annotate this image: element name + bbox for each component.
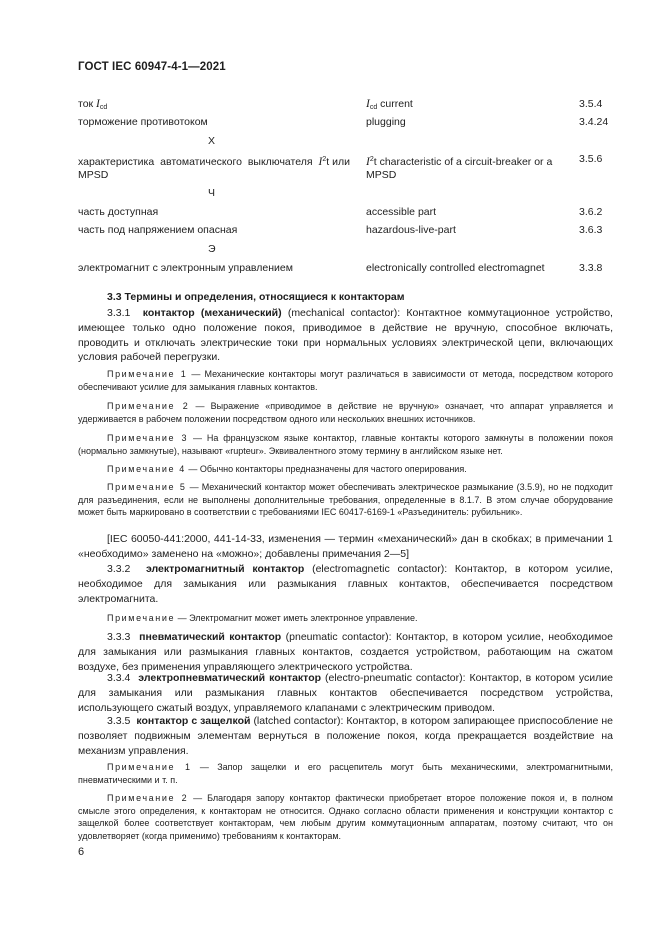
index-en: electronically controlled electromagnet (366, 262, 545, 274)
index-en: $I_{cd}$ current (366, 98, 413, 111)
index-en: hazardous-live-part (366, 224, 456, 236)
note-text: — Благодаря запору контактор фактически приобретает второе положение покоя и, в полном смысле этого определения, к контакторам не относится. Однако согласно области применения и конструкции контактор с защелкой более соответствует контакторам, чем любым другим коммутационным аппаратам, поэтому считают, что он удовлетворяет (когда применимо) требованиям к контакторам. (78, 793, 613, 841)
index-row (78, 98, 608, 112)
definition-paragraph (78, 562, 613, 606)
definition-text: (latched contactor): Контактор, в котором запирающее приспособление не позволяет подвижным элементам вернуться в положение покоя, когда прекращается воздействие на механизм управления. (78, 715, 613, 757)
definition-text: (electromagnetic contactor): Контактор, в котором усилие, необходимое для замыкания или размыкания главных контактов, обеспечивается посредством электромагнита. (78, 563, 613, 605)
clause-number: 3.3.3 (107, 631, 131, 643)
note-label: Примечание 5 (107, 482, 187, 492)
note-label: Примечание 3 (107, 433, 189, 443)
index-letter: Ч (208, 187, 215, 199)
note-text: — На французском языке контактор, главные контакты которого замкнуты в положении покоя (нормально замкнутые), называют «rupteur». Эквивалентного этому термину в английском языке нет. (78, 433, 613, 456)
index-row (78, 206, 608, 220)
definition-text: (pneumatic contactor): Контактор, в котором усилие, необходимое для замыкания или размыкания главных контактов, создается устройством, работающим на сжатом воздухе, без применения управляющего электрического устройства. (78, 631, 613, 673)
index-ru: электромагнит с электронным управлением (78, 262, 293, 274)
note-label: Примечание 2 (107, 793, 189, 803)
term: контактор (механический) (142, 307, 282, 319)
index-ru: часть доступная (78, 206, 159, 218)
note-label: Примечание 4 (107, 464, 186, 474)
index-row (78, 116, 608, 130)
note-label: Примечание (107, 613, 176, 623)
note-label: Примечание 2 (107, 401, 190, 411)
note (78, 481, 613, 519)
note-text: — Обычно контакторы предназначены для частого оперирования. (185, 464, 467, 474)
index-row (78, 224, 608, 238)
note-text: — Механические контакторы могут различаться в зависимости от метода, посредством которого обеспечивают усилие для замыкания главных контактов. (78, 369, 613, 392)
index-en: $I^2t$ characteristic of a circuit-breaker or a MPSD (366, 156, 553, 181)
note-text: — Запор защелки и его расцепитель могут быть механическими, электромагнитными, пневматическими и т. п. (78, 762, 613, 785)
definition-paragraph (78, 671, 613, 715)
index-ru: часть под напряжением опасная (78, 224, 238, 236)
index-num: 3.3.8 (579, 262, 603, 274)
page-number: 6 (78, 846, 85, 858)
definition-paragraph (78, 306, 613, 365)
index-letter: Х (208, 135, 216, 147)
note-text: — Электромагнит может иметь электронное управление. (175, 613, 418, 623)
note (78, 612, 613, 625)
definition-text: (mechanical contactor): Контактное коммутационное устройство, имеющее только одно положение покоя, приводимое в действие не вручную, способное включать, проводить и отключать электрические токи при нормальных условиях электрической цепи, включающих условия рабочей перегрузки. (78, 307, 613, 364)
note (78, 761, 613, 786)
iec-reference: [IEC 60050-441:2000, 441-14-33, изменения — термин «механический» дан в скобках; в примечании 1 «необходимо» заменено на «можно»; добавлены примечания 2—5] (78, 533, 613, 560)
document-header: ГОСТ IEC 60947-4-1—2021 (78, 61, 226, 73)
index-ru: ток $I_{cd}$ (78, 98, 108, 111)
index-en: plugging (366, 116, 406, 128)
clause-number: 3.3.5 (107, 715, 131, 727)
index-letter: Э (208, 243, 216, 255)
term: электромагнитный контактор (145, 563, 305, 575)
index-num: 3.5.6 (579, 153, 603, 165)
note-label: Примечание 1 (107, 762, 192, 772)
note (78, 400, 613, 425)
note-label: Примечание 1 (107, 369, 188, 379)
index-num: 3.6.3 (579, 224, 603, 236)
clause-number: 3.3.4 (107, 672, 131, 684)
term: контактор с защелкой (136, 715, 251, 727)
note-text: — Выражение «приводимое в действие не вручную» означает, что аппарат управляется и удерживается в рабочем положении посредством одного или нескольких внешних источников. (78, 401, 613, 424)
term: пневматический контактор (139, 631, 282, 643)
index-ru: торможение противотоком (78, 116, 208, 128)
note (78, 792, 613, 842)
term: электропневматический контактор (138, 672, 322, 684)
index-num: 3.4.24 (579, 116, 609, 128)
definition-paragraph (78, 630, 613, 674)
index-ru: характеристика автоматического выключателя $I^2t$ или MPSD (78, 156, 350, 181)
index-row (78, 262, 608, 276)
definition-paragraph (78, 714, 613, 758)
index-row (78, 153, 608, 183)
note-text: — Механический контактор может обеспечивать электрическое размыкание (3.5.9), но не подходит для разъединения, если не выполнены дополнительные требования, определенные в 8.1.7. В этом случае оборудование может быть маркировано в соответствии с требованиями IEC 60417-6169-1 «Разъединитель: рубильник». (78, 482, 613, 518)
index-num: 3.5.4 (579, 98, 603, 110)
section-title: 3.3 Термины и определения, относящиеся к контакторам (107, 291, 405, 303)
clause-number: 3.3.1 (107, 307, 131, 319)
note (78, 432, 613, 457)
note (78, 463, 613, 476)
note (78, 368, 613, 393)
clause-number: 3.3.2 (107, 563, 131, 575)
index-en: accessible part (366, 206, 437, 218)
index-num: 3.6.2 (579, 206, 603, 218)
definition-text: (electro-pneumatic contactor): Контактор, в котором усилие для замыкания или размыкания главных контактов обеспечивается посредством устройства, использующего сжатый воздух, управляемого клапанами с электрическим приводом. (78, 672, 614, 714)
